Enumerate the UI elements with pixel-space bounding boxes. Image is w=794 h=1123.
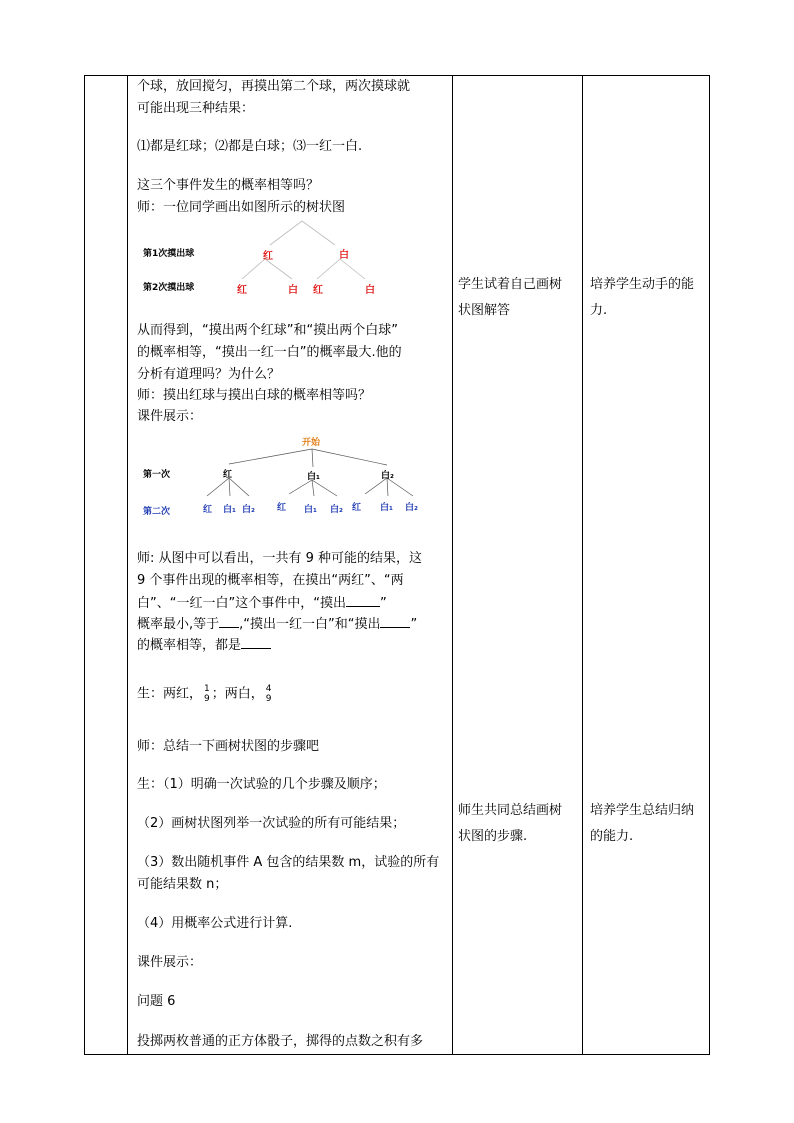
tree2-leaf: 红: [352, 503, 362, 513]
tree2-leaf: 白₁: [380, 503, 393, 513]
tree2-row2-label: 第二次: [143, 507, 171, 517]
text-segment: 概率最小,等于: [137, 617, 220, 632]
tree1-node: 红: [313, 285, 323, 296]
student-activity-1: [458, 272, 562, 324]
text-line: （2）画树状图列举一次试验的所有可能结果；: [137, 816, 406, 831]
tree1-node: 红: [263, 251, 273, 262]
text-line: 生：（1）明确一次试验的几个步骤及顺序；: [137, 777, 386, 792]
text-line: 这三个事件发生的概率相等吗？: [137, 178, 320, 193]
text-line: 培养学生动手的能: [590, 277, 695, 292]
tree2-leaf: 白₂: [405, 503, 418, 513]
text-segment: ”: [379, 596, 387, 611]
text-line: 课件展示：: [137, 409, 203, 424]
column-divider-1: [127, 76, 128, 1054]
tree2-leaf: 红: [277, 503, 287, 513]
numerator: 4: [265, 684, 272, 694]
tree1-node: 白: [288, 285, 298, 296]
design-intent-1: [590, 272, 694, 324]
fraction-one-ninth: [204, 684, 210, 704]
text-line: 师：一位同学画出如图所示的树状图: [137, 200, 346, 215]
text-line: 师：总结一下画树状图的步骤吧: [137, 739, 320, 754]
text-line: （4）用概率公式进行计算.: [137, 916, 293, 931]
text-line: 师：摸出红球与摸出白球的概率相等吗？: [137, 388, 372, 403]
text-line: 培养学生总结归纳: [590, 803, 695, 818]
tree-diagram-2: [137, 432, 427, 522]
text-line: 投掷两枚普通的正方体骰子，掷得的点数之积有多: [137, 1034, 424, 1049]
text-line: 分析有道理吗？为什么？: [137, 367, 281, 382]
text-line: （3）数出随机事件 A 包含的结果数 m，试验的所有: [137, 855, 440, 870]
fill-blank[interactable]: [346, 594, 380, 607]
tree1-row2-label: 第2次摸出球: [143, 283, 195, 293]
text-line: 从而得到，“摸出两个红球”和“摸出两个白球”: [137, 323, 398, 338]
text-segment: ；两白，: [211, 686, 264, 702]
text-line: 师生共同总结画树: [458, 803, 563, 818]
text-line: 课件展示：: [137, 955, 203, 970]
tree1-node: 白: [365, 285, 375, 296]
tree2-leaf: 白₂: [330, 505, 343, 515]
text-line: [137, 636, 271, 655]
text-segment: 生：两红，: [137, 686, 203, 702]
denominator: 9: [204, 694, 210, 704]
text-line: 问题 6: [137, 994, 176, 1009]
fill-blank[interactable]: [241, 636, 271, 649]
student-activity-2: [458, 798, 562, 850]
tree1-node: 白: [339, 250, 349, 261]
text-line: 个球，放回搅匀，再摸出第二个球，两次摸球就: [137, 79, 411, 94]
text-line: 状图解答: [458, 303, 511, 318]
text-line: 师: 从图中可以看出，一共有 9 种可能的结果，这: [137, 551, 423, 566]
text-segment: ”: [410, 617, 418, 632]
column-divider-2: [452, 76, 453, 1054]
text-line: 可能出现三种结果：: [137, 101, 255, 116]
text-segment: 的概率相等，都是: [137, 638, 242, 653]
lesson-table: [84, 75, 710, 1055]
tree2-leaf: 红: [203, 505, 213, 515]
tree2-node: 白₁: [307, 472, 320, 482]
column-divider-3: [582, 76, 583, 1054]
text-line: 的概率相等，“摸出一红一白”的概率最大.他的: [137, 345, 402, 360]
text-line: [137, 594, 387, 613]
text-segment: ,“摸出一红一白”和“摸出: [239, 617, 381, 632]
fill-blank[interactable]: [219, 615, 239, 628]
numerator: 1: [204, 684, 210, 694]
design-intent-2: [590, 798, 694, 850]
tree-diagram-1: [137, 219, 397, 301]
tree2-leaf: 白₁: [304, 505, 317, 515]
tree2-row1-label: 第一次: [143, 470, 171, 480]
tree2-root: 开始: [302, 438, 321, 448]
text-segment: 白”、“一红一白”这个事件中，“摸出: [137, 596, 346, 611]
text-line: 9 个事件出现的概率相等，在摸出“两红”、“两: [137, 573, 404, 588]
tree2-node: 白₂: [381, 471, 394, 481]
tree2-leaf: 白₂: [242, 505, 255, 515]
text-line: 的能力.: [590, 829, 634, 844]
text-line: [137, 615, 417, 634]
answer-line: [137, 684, 274, 704]
text-line: 状图的步骤.: [458, 829, 528, 844]
tree2-node: 红: [223, 470, 233, 480]
text-line: ⑴都是红球；⑵都是白球；⑶一红一白.: [137, 139, 363, 154]
tree1-node: 红: [237, 285, 247, 296]
text-line: 力.: [590, 303, 608, 318]
tree2-leaf: 白₁: [223, 505, 236, 515]
fraction-four-ninths: [266, 684, 272, 704]
text-line: 可能结果数 n；: [137, 877, 228, 892]
denominator: 9: [265, 694, 272, 704]
tree1-row1-label: 第1次摸出球: [143, 249, 195, 259]
fill-blank[interactable]: [380, 615, 410, 628]
text-line: 学生试着自己画树: [458, 277, 563, 292]
